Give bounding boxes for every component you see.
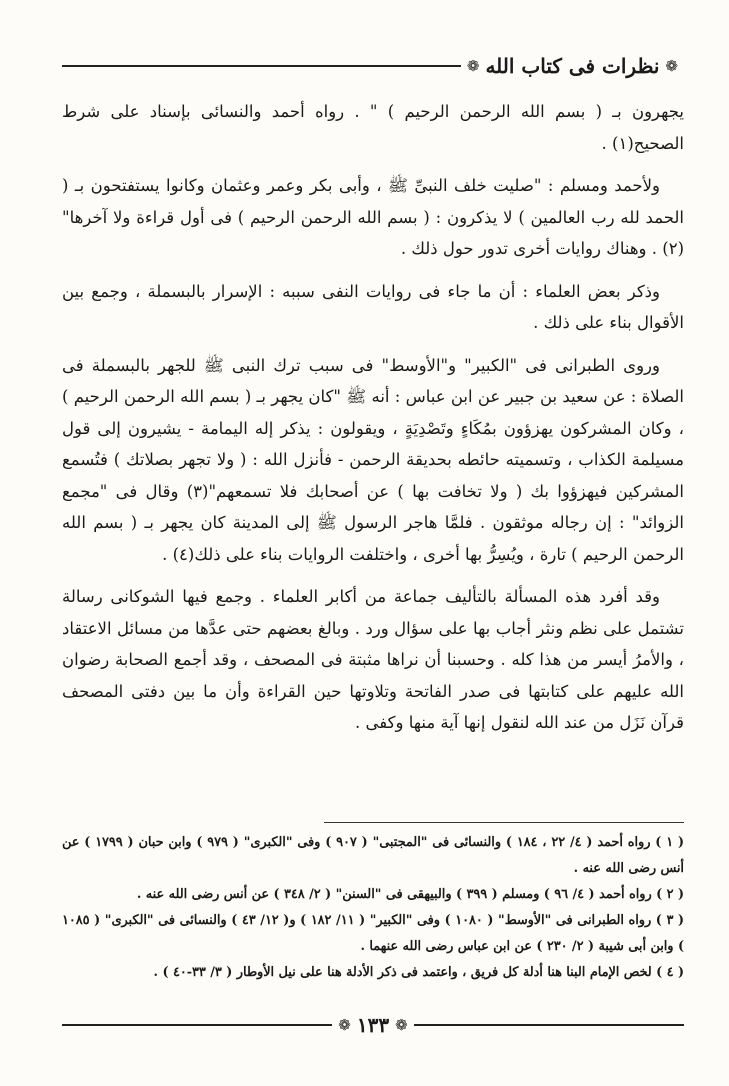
paragraph: وروى الطبرانى فى "الكبير" و"الأوسط" فى سبب ترك النبى ﷺ للجهر بالبسملة فى الصلاة : عن سعيد بن جبير عن ابن عباس : أنه ﷺ "كان يجهر بـ ( بسم الله الرحمن الرحيم ) ، وكان المشركون يهزؤون بمُكَاءٍ وتَصْدِيَةٍ ، ويقولون : يذكر إله اليمامة - يشيرون إلى قول مسيلمة الكذاب ، وتسميته حائطه بحديقة الرحمن - فأنزل الله : ( ولا تجهر بصلاتك ) فتُسمع المشركين فيهزؤوا بك ( ولا تخافت بها ) عن أصحابك فلا تسمعهم"(٣) وقال فى "مجمع الزوائد" : إن رجاله موثقون . فلمَّا هاجر الرسول ﷺ إلى المدينة كان يجهر بـ ( بسم الله الرحمن الرحيم ) تارة ، ويُسِرُّ بها أخرى ، واختلفت الروايات بناء على ذلك(٤) .: [62, 355, 685, 564]
flower-ornament-icon: ❁: [665, 57, 678, 75]
footnotes: [62, 830, 684, 986]
flower-ornament-icon: ❁: [466, 57, 480, 75]
footnote: ( ٤ ) لخص الإمام البنا هنا أدلة كل فريق ، واعتمد فى ذكر الأدلة هنا على نيل الأوطار ( ٣/ ٣٣-٤٠ ) .: [153, 965, 684, 980]
footnote: ( ١ ) رواه أحمد ( ٤/ ٢٢ ، ١٨٤ ) والنسائى فى "المجتبى" ( ٩٠٧ ) وفى "الكبرى" ( ٩٧٩ ) وابن حبان ( ١٧٩٩ ) عن أنس رضى الله عنه .: [62, 835, 685, 876]
main-text: [62, 96, 684, 750]
flower-ornament-icon: ❁: [395, 1016, 408, 1034]
footnote: ( ٣ ) رواه الطبرانى فى "الأوسط" ( ١٠٨٠ ) وفى "الكبير" ( ١١/ ١٨٢ ) و( ١٢/ ٤٣ ) والنسائى فى "الكبرى" ( ١٠٨٥ ) وابن أبى شيبة ( ٢/ ٢٣٠ ) عن ابن عباس رضى الله عنهما .: [62, 913, 684, 954]
running-footer: [62, 1012, 684, 1038]
running-header: [62, 52, 684, 80]
paragraph: ولأحمد ومسلم : "صليت خلف النبىِّ ﷺ ، وأبى بكر وعمر وعثمان وكانوا يستفتحون بـ ( الحمد لله رب العالمين ) لا يذكرون : ( بسم الله الرحمن الرحيم ) فى أول قراءة ولا آخرها"(٢) . وهناك روايات أخرى تدور حول ذلك .: [62, 176, 684, 258]
book-title: نظرات فى كتاب الله: [485, 54, 660, 78]
paragraph: يجهرون بـ ( بسم الله الرحمن الرحيم ) " . رواه أحمد والنسائى بإسناد على شرط الصحيح(١) .: [62, 102, 684, 153]
paragraph: وذكر بعض العلماء : أن ما جاء فى روايات النفى سببه : الإسرار بالبسملة ، وجمع بين الأقوال بناء على ذلك .: [62, 281, 684, 332]
footer-rule-right: [414, 1024, 684, 1026]
flower-ornament-icon: ❁: [338, 1016, 351, 1034]
footnote-divider: [324, 822, 684, 823]
footnote: ( ٢ ) رواه أحمد ( ٤/ ٩٦ ) ومسلم ( ٣٩٩ ) والبيهقى فى "السنن" ( ٢/ ٣٤٨ ) عن أنس رضى الله عنه .: [136, 887, 684, 902]
footer-rule-left: [62, 1024, 332, 1026]
header-rule: [62, 65, 461, 67]
paragraph: وقد أفرد هذه المسألة بالتأليف جماعة من أكابر العلماء . وجمع فيها الشوكانى رسالة تشتمل على نظم ونثر أجاب بها على سؤال ورد . وبالغ بعضهم حتى عدَّها من مسائل الاعتقاد ، والأمرُ أيسر من هذا كله . وحسبنا أن نراها مثبتة فى المصحف ، وقد أجمع الصحابة رضوان الله عليهم على كتابتها فى صدر الفاتحة وتلاوتها حين القراءة وأن ما بين دفتى المصحف قرآن نَزَل من عند الله لنقول إنها آية منها وكفى .: [62, 587, 684, 732]
page-number: ١٣٣: [356, 1013, 390, 1037]
